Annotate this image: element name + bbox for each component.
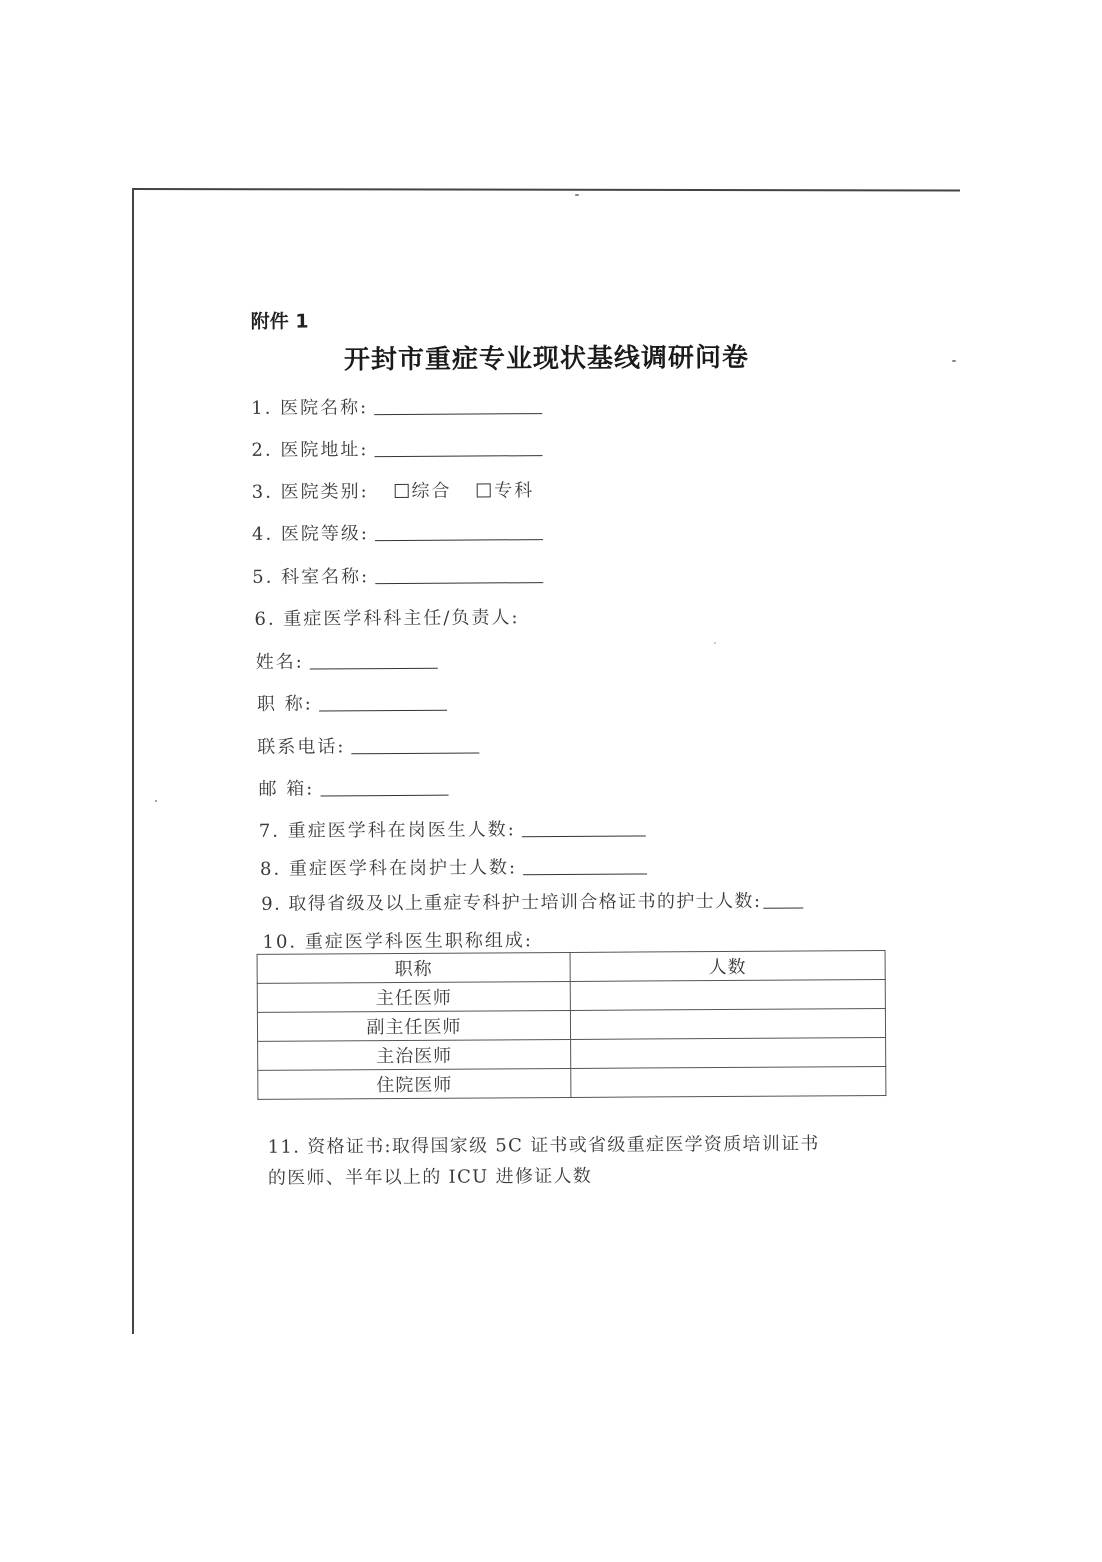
head-name-field[interactable] bbox=[310, 667, 438, 670]
head-email-field[interactable] bbox=[320, 794, 448, 797]
question-label: 5. 科室名称: bbox=[252, 566, 370, 588]
doctor-count-field[interactable] bbox=[522, 834, 646, 837]
head-email-row bbox=[258, 774, 448, 801]
question-certified-nurses bbox=[261, 887, 803, 916]
head-title-row bbox=[257, 689, 447, 716]
count-cell[interactable] bbox=[571, 1038, 886, 1069]
option-specialty[interactable] bbox=[477, 480, 534, 501]
title-cell: 主任医师 bbox=[257, 981, 570, 1012]
option-general[interactable] bbox=[394, 481, 451, 502]
department-name-field[interactable] bbox=[375, 581, 543, 584]
checkbox-icon[interactable] bbox=[394, 484, 408, 498]
question-label: 6. 重症医学科科主任/负责人: bbox=[254, 607, 520, 630]
question-label: 9. 取得省级及以上重症专科护士培训合格证书的护士人数: bbox=[261, 890, 762, 915]
question-label: 姓名: bbox=[255, 651, 304, 673]
question-hospital-type bbox=[252, 476, 535, 504]
count-cell[interactable] bbox=[571, 1067, 886, 1098]
question-nurse-count bbox=[260, 852, 647, 880]
title-cell: 主治医师 bbox=[258, 1039, 571, 1070]
question-label: 2. 医院地址: bbox=[251, 439, 369, 461]
question-department-head bbox=[254, 603, 519, 631]
page-title: 开封市重症专业现状基线调研问卷 bbox=[343, 342, 750, 376]
question-label: 联系电话: bbox=[257, 736, 346, 758]
nurse-count-field[interactable] bbox=[523, 872, 647, 875]
question-label: 职 称: bbox=[256, 693, 313, 715]
option-label: 专科 bbox=[494, 480, 535, 502]
question-doctor-count bbox=[259, 814, 646, 842]
hospital-address-field[interactable] bbox=[374, 454, 542, 457]
question-label: 邮 箱: bbox=[258, 778, 315, 800]
question-qualification-line1: 11. 资格证书:取得国家级 5C 证书或省级重症医学资质培训证书 bbox=[267, 1133, 820, 1158]
table-header-row bbox=[257, 951, 885, 984]
head-title-field[interactable] bbox=[319, 709, 447, 712]
question-hospital-name bbox=[251, 392, 542, 420]
table-row bbox=[257, 1009, 885, 1042]
column-header-count: 人数 bbox=[570, 951, 885, 982]
count-cell[interactable] bbox=[570, 980, 885, 1011]
column-header-title: 职称 bbox=[257, 952, 570, 983]
question-hospital-level bbox=[252, 518, 543, 546]
attachment-label: 附件 1 bbox=[250, 310, 309, 333]
question-hospital-address bbox=[251, 434, 542, 462]
head-phone-row bbox=[257, 731, 479, 758]
title-composition-table bbox=[257, 950, 887, 1100]
question-title-composition bbox=[262, 926, 533, 954]
question-label: 3. 医院类别: bbox=[251, 481, 369, 503]
question-label: 4. 医院等级: bbox=[251, 523, 370, 545]
head-name-row bbox=[256, 647, 438, 674]
table-row bbox=[258, 1038, 886, 1071]
hospital-level-field[interactable] bbox=[375, 538, 543, 541]
title-cell: 住院医师 bbox=[258, 1068, 571, 1099]
table-row bbox=[258, 1067, 886, 1100]
hospital-name-field[interactable] bbox=[374, 412, 542, 415]
question-department-name bbox=[252, 561, 543, 589]
question-label: 7. 重症医学科在岗医生人数: bbox=[258, 819, 516, 842]
option-label: 综合 bbox=[411, 480, 452, 502]
title-cell: 副主任医师 bbox=[257, 1010, 570, 1041]
question-qualification-line2: 的医师、半年以上的 ICU 进修证人数 bbox=[267, 1165, 593, 1189]
count-cell[interactable] bbox=[570, 1009, 885, 1040]
table-row bbox=[257, 980, 885, 1013]
question-label: 8. 重症医学科在岗护士人数: bbox=[259, 857, 518, 880]
question-label: 1. 医院名称: bbox=[251, 397, 369, 419]
head-phone-field[interactable] bbox=[351, 751, 479, 754]
question-label: 10. 重症医学科医生职称组成: bbox=[262, 930, 533, 953]
certified-nurses-field[interactable] bbox=[763, 907, 803, 909]
checkbox-icon[interactable] bbox=[477, 483, 491, 497]
